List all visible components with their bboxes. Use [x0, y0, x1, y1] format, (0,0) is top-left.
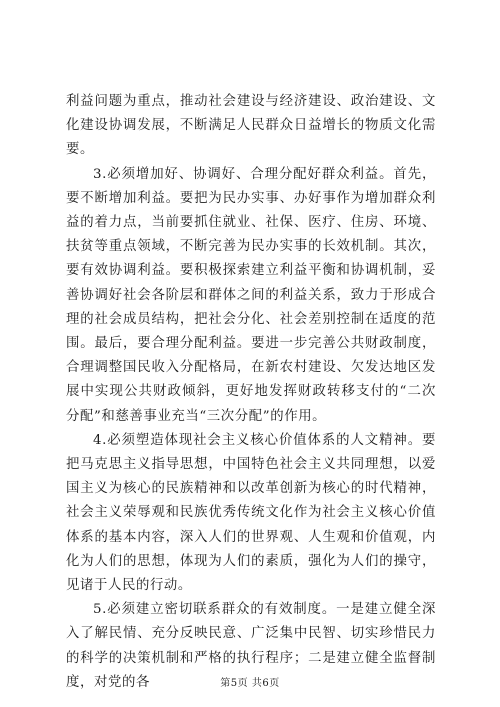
paragraph-point-3: 3.必须增加好、协调好、合理分配好群众利益。首先，要不断增加利益。要把为民办实事、办好事作为增加群众利益的着力点，当前要抓住就业、社保、医疗、住房、环境、扶贫等重点领域，不断完善为民办实事的长效机制。其次，要有效协调利益。要积极探索建立利益平衡和协调机制，妥善协调好社会各阶层和群体之间的利益关系，致力于形成合理的社会成员结构，把社会分化、社会差别控制在适度的范围。最后，要合理分配利益。要进一步完善公共财政制度，合理调整国民收入分配格局，在新农村建设、欠发达地区发展中实现公共财政倾斜，更好地发挥财政转移支付的“二次分配”和慈善事业充当“三次分配”的作用。	[66, 166, 436, 424]
page-number-footer: 第5页 共6页	[220, 678, 280, 689]
document-body	[66, 90, 436, 695]
paragraph-point-5: 5.必须建立密切联系群众的有效制度。一是建立健全深入了解民情、充分反映民意、广泛集中民智、切实珍惜民力的科学的决策机制和严格的执行程序；二是建立健全监督制度，对党的各	[66, 602, 436, 690]
paragraph-continuation: 利益问题为重点，推动社会建设与经济建设、政治建设、文化建设协调发展，不断满足人民群众日益增长的物质文化需要。	[66, 94, 436, 158]
paragraph-point-4: 4.必须塑造体现社会主义核心价值体系的人文精神。要把马克思主义指导思想，中国特色社会主义共同理想，以爱国主义为核心的民族精神和以改革创新为核心的时代精神，社会主义荣辱观和民族优秀传统文化作为社会主义核心价值体系的基本内容，深入人们的世界观、人生观和价值观，内化为人们的思想，体现为人们的素质，强化为人们的操守，见诸于人民的行动。	[66, 432, 436, 594]
